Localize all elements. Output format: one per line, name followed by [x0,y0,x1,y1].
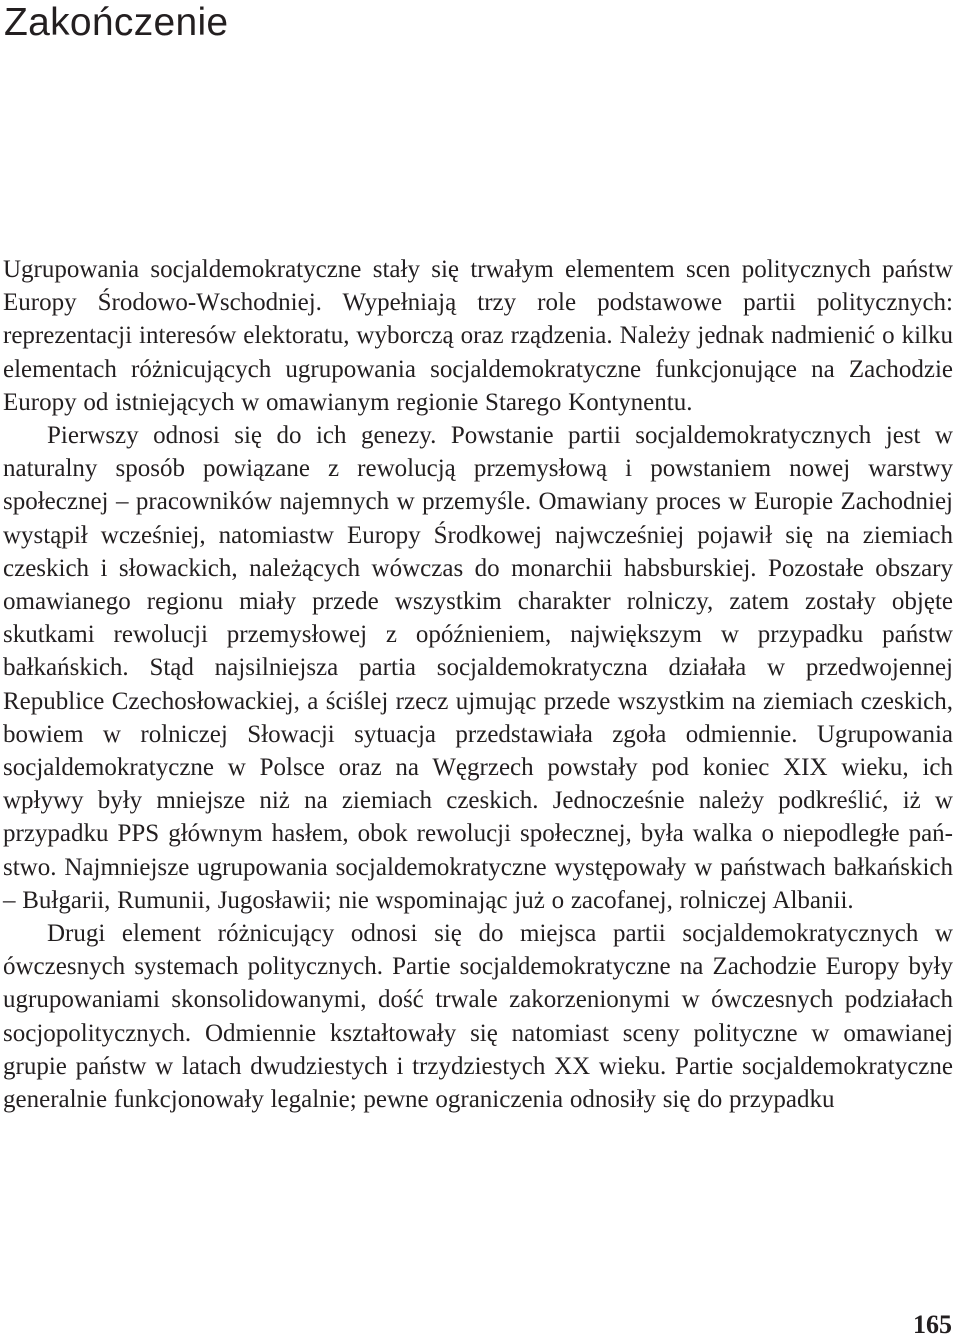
paragraph-2: Pierwszy odnosi się do ich genezy. Powstanie partii socjaldemokratycznych jest w naturalny sposób powiązane z rewolucją przemysłową i powstaniem nowej warstwy społecznej – pracowników najemnych w przemyśle. Omawiany proces w Europie Zachodniej wystąpił wcześniej, natomiastw Europy Środkowej najwcześniej pojawił się na ziemiach czeskich i słowackich, należących wówczas do monarchii habsburskiej. Pozostałe obszary omawianego regionu miały przede wszystkim charakter rolniczy, zatem zostały objęte skutkami rewolucji przemysłowej z opóźnieniem, największym w przypadku państw bałkańskich. Stąd najsilniejsza partia socjaldemokratyczna działała w przedwojennej Republice Czechosłowackiej, a ściślej rzecz ujmując przede wszystkim na ziemiach czeskich, bowiem w rolniczej Słowacji sytuacja przedstawiała zgoła odmiennie. Ugrupowania socjaldemokratyczne w Polsce oraz na Węgrzech powstały pod koniec XIX wieku, ich wpływy były mniejsze niż na ziemiach czeskich. Jednocześnie należy podkreślić, iż w przypadku PPS głównym hasłem, obok rewolucji społecznej, była walka o niepodległe państwo. Najmniejsze ugrupowania socjaldemokratyczne występowały w państwach bałkańskich – Bułgarii, Rumunii, Jugosławii; nie wspominając już o zacofanej, rolniczej Albanii. [3,422,953,914]
paragraph-3: Drugi element różnicujący odnosi się do miejsca partii socjaldemokratycznych w ówczesnych systemach politycznych. Partie socjaldemokratyczne na Zachodzie Europy były ugrupowaniami skonsolidowanymi, dość trwale zakorzenionymi w ówczesnych podziałach socjopolitycznych. Odmiennie kształtowały się natomiast sceny polityczne w omawianej grupie państw w latach dwudziestych i trzydziestych XX wieku. Partie socjaldemokratyczne generalnie funkcjonowały legalnie; pewne ograniczenia odnosiły się do przypadku [3,920,953,1114]
page-number: 165 [913,1310,952,1339]
paragraph-1: Ugrupowania socjaldemokratyczne stały się trwałym elementem scen politycznych państw Europy Środowo-Wschodniej. Wypełniają trzy role podstawowe partii politycznych: reprezentacji interesów elektoratu, wyborczą oraz rządzenia. Należy jednak nadmienić o kilku elementach różnicujących ugrupowania socjaldemokratyczne funkcjonujące na Zachodzie Europy od istniejących w omawianym regionie Starego Kontynentu. [3,256,953,416]
body-text [3,253,953,1116]
page-title: Zakończenie [4,1,229,44]
